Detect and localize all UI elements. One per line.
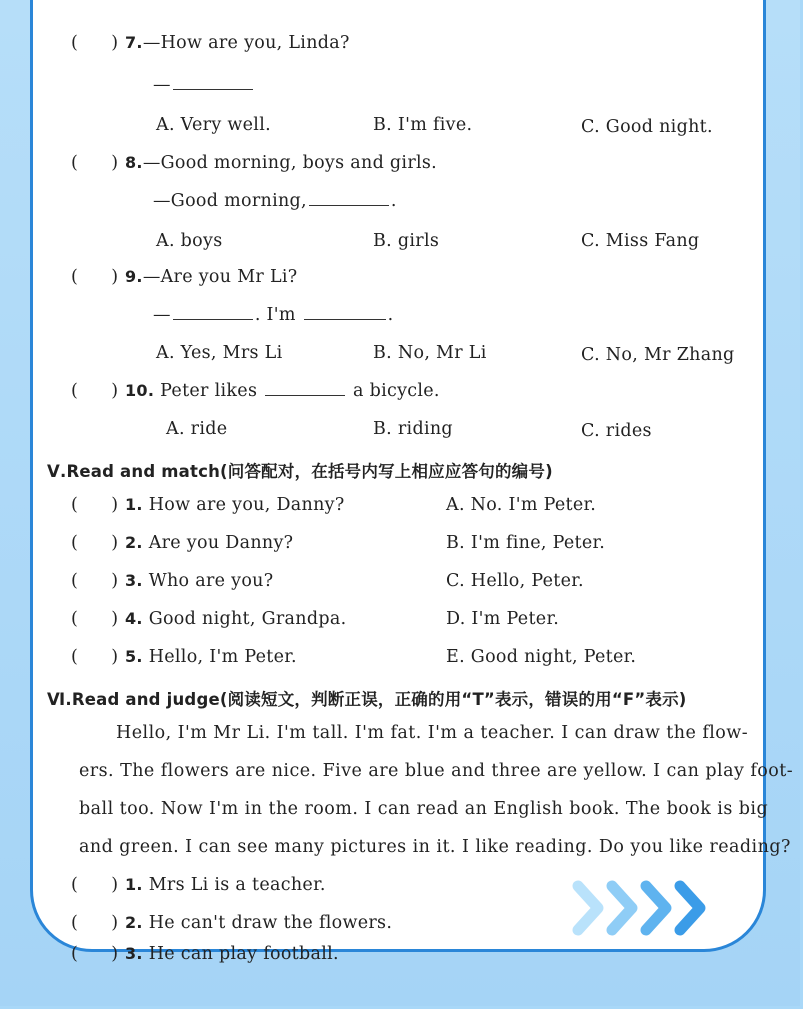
answer-prefix: —	[153, 75, 171, 95]
answer-suffix: .	[387, 305, 394, 325]
chevron-arrows-icon	[572, 880, 712, 936]
section-6-heading	[47, 686, 687, 710]
match-answer: B. I'm fine, Peter.	[446, 533, 606, 553]
option-b: B. riding	[373, 419, 453, 439]
passage-line: and green. I can see many pictures in it. I like reading. Do you like reading?	[79, 837, 791, 857]
section-5-heading	[47, 458, 553, 482]
question-7	[125, 33, 350, 53]
answer-paren: ( )	[71, 381, 119, 401]
answer-paren: ( )	[71, 267, 119, 287]
section-title: Read and judge	[71, 690, 220, 709]
option-b: B. No, Mr Li	[373, 343, 487, 363]
match-answer: E. Good night, Peter.	[446, 647, 637, 667]
question-10	[125, 381, 440, 401]
answer-paren: ( )	[71, 944, 119, 964]
answer-blank[interactable]	[304, 305, 386, 320]
question-number: 10.	[125, 381, 155, 400]
section-roman-numeral: Ⅵ.	[47, 690, 72, 709]
answer-blank[interactable]	[173, 75, 253, 90]
option-c: C. rides	[581, 421, 652, 441]
option-c: C. Miss Fang	[581, 231, 700, 251]
question-text: —How are you, Linda?	[142, 33, 350, 53]
judge-statement	[125, 913, 392, 933]
match-question	[125, 571, 273, 591]
answer-paren: ( )	[71, 33, 119, 53]
question-8	[125, 153, 437, 173]
question-text: —Good morning, boys and girls.	[142, 153, 438, 173]
question-text: Hello, I'm Peter.	[148, 647, 297, 667]
answer-line	[153, 305, 394, 325]
question-text: Peter likes	[160, 381, 258, 401]
answer-prefix: —Good morning,	[153, 191, 307, 211]
question-number: 9.	[125, 267, 143, 286]
option-a: A. ride	[166, 419, 228, 439]
answer-paren: ( )	[71, 647, 119, 667]
option-a: A. boys	[156, 231, 223, 251]
answer-paren: ( )	[71, 153, 119, 173]
section-title: Read and match	[66, 462, 221, 481]
section-roman-numeral: Ⅴ.	[47, 462, 67, 481]
answer-line	[153, 191, 397, 211]
answer-paren: ( )	[71, 533, 119, 553]
judge-statement	[125, 875, 326, 895]
section-instruction: (问答配对，在括号内写上相应应答句的编号)	[220, 462, 553, 481]
question-text: Who are you?	[148, 571, 274, 591]
answer-paren: ( )	[71, 609, 119, 629]
answer-paren: ( )	[71, 913, 119, 933]
statement-text: He can play football.	[148, 944, 339, 964]
option-a: A. Yes, Mrs Li	[156, 343, 283, 363]
option-c: C. Good night.	[581, 117, 713, 137]
question-text: —Are you Mr Li?	[142, 267, 298, 287]
option-b: B. I'm five.	[373, 115, 473, 135]
question-9	[125, 267, 297, 287]
passage-line: Hello, I'm Mr Li. I'm tall. I'm fat. I'm a teacher. I can draw the flow-	[116, 723, 749, 743]
answer-suffix: .	[390, 191, 397, 211]
match-answer: D. I'm Peter.	[446, 609, 560, 629]
passage-line: ers. The flowers are nice. Five are blue and three are yellow. I can play foot-	[79, 761, 794, 781]
question-number: 2.	[125, 533, 143, 552]
match-question	[125, 609, 346, 629]
option-a: A. Very well.	[156, 115, 271, 135]
match-question	[125, 647, 297, 667]
judge-statement	[125, 944, 339, 964]
question-text: Are you Danny?	[148, 533, 294, 553]
question-text: a bicycle.	[352, 381, 440, 401]
answer-paren: ( )	[71, 495, 119, 515]
question-number: 8.	[125, 153, 143, 172]
match-answer: C. Hello, Peter.	[446, 571, 584, 591]
option-b: B. girls	[373, 231, 440, 251]
question-number: 4.	[125, 609, 143, 628]
worksheet-card	[30, 0, 794, 964]
section-instruction: (阅读短文，判断正误，正确的用“T”表示，错误的用“F”表示)	[219, 690, 687, 709]
statement-text: Mrs Li is a teacher.	[148, 875, 326, 895]
question-number: 1.	[125, 495, 143, 514]
match-answer: A. No. I'm Peter.	[446, 495, 597, 515]
answer-prefix: —	[153, 305, 171, 325]
question-number: 3.	[125, 944, 143, 963]
option-c: C. No, Mr Zhang	[581, 345, 735, 365]
answer-middle: . I'm	[254, 305, 296, 325]
question-text: How are you, Danny?	[148, 495, 345, 515]
statement-text: He can't draw the flowers.	[148, 913, 393, 933]
passage-line: ball too. Now I'm in the room. I can read an English book. The book is big	[79, 799, 769, 819]
answer-paren: ( )	[71, 875, 119, 895]
answer-paren: ( )	[71, 571, 119, 591]
question-number: 5.	[125, 647, 143, 666]
answer-blank[interactable]	[265, 381, 345, 396]
answer-line	[153, 75, 255, 95]
question-number: 3.	[125, 571, 143, 590]
question-text: Good night, Grandpa.	[148, 609, 347, 629]
question-number: 7.	[125, 33, 143, 52]
answer-blank[interactable]	[309, 191, 389, 206]
question-number: 1.	[125, 875, 143, 894]
question-number: 2.	[125, 913, 143, 932]
answer-blank[interactable]	[173, 305, 253, 320]
match-question	[125, 533, 293, 553]
match-question	[125, 495, 345, 515]
